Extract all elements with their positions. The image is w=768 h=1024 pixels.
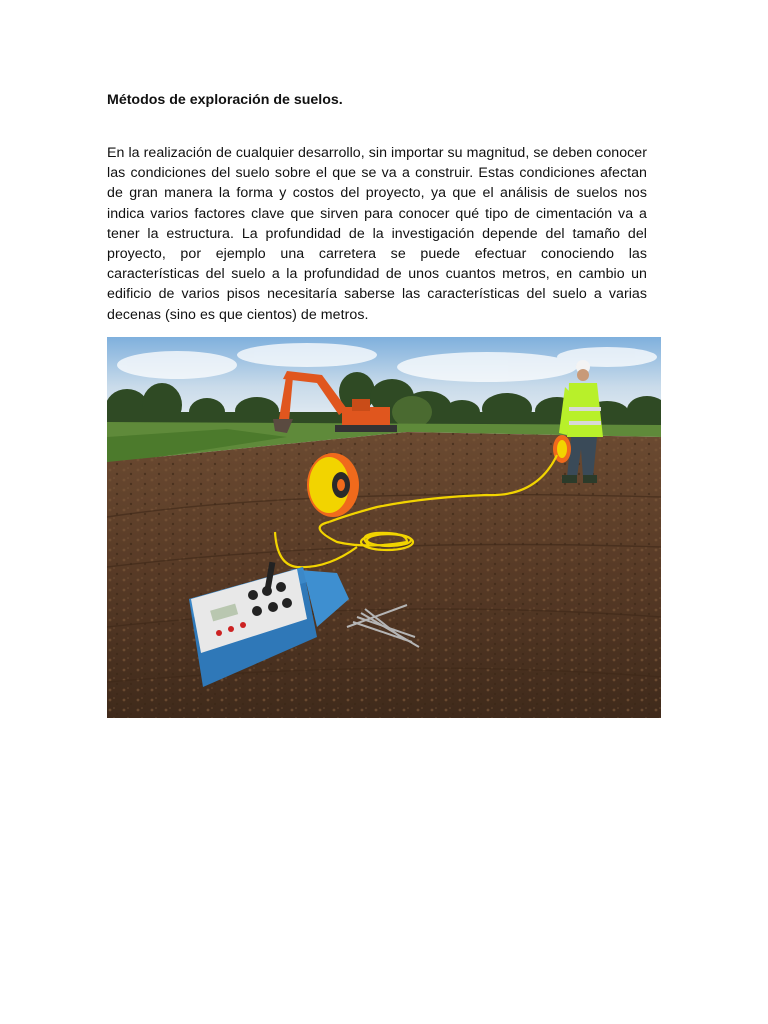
soil-survey-photo — [107, 337, 661, 718]
document-title: Métodos de exploración de suelos. — [107, 92, 343, 108]
body-paragraph: En la realización de cualquier desarrollo, sin importar su magnitud, se deben conocer las condiciones del suelo sobre el que se va a construir. Estas condiciones afectan de gran manera la forma y costos del proyecto, ya que el análisis de suelos nos indica varios factores clave que sirven para conocer qué tipo de cimentación va a tener la estructura. La profundidad de la investigación depende del tamaño del proyecto, por ejemplo una carretera se puede efectuar conociendo las características del suelo a la profundidad de unos cuantos metros, en cambio un edificio de varios pisos necesitaría saberse las características del suelo a varias decenas (sino es que cientos) de metros. — [107, 145, 647, 323]
cable-reel — [307, 453, 359, 517]
